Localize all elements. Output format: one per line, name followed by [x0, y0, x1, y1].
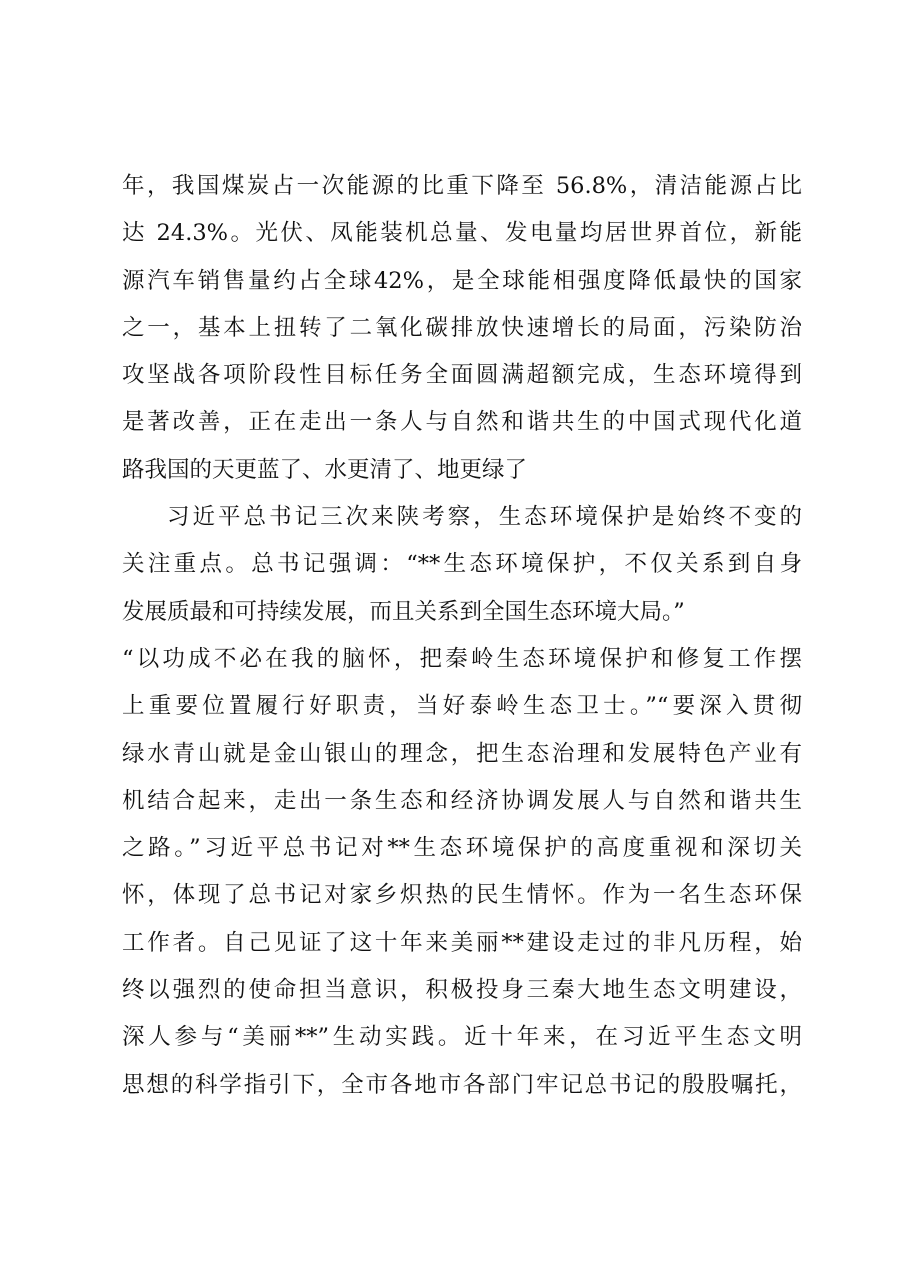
paragraph-line: 源汽车销售量约占全球42%，是全球能相强度降低最快的国家 — [122, 267, 802, 294]
paragraph-2 — [122, 494, 802, 1109]
paragraph-line: 工作者。自己见证了这十年来美丽**建设走过的非凡历程，始 — [122, 929, 802, 956]
paragraph-line: 达 24.3%。光伏、凤能装机总量、发电量均居世界首位，新能 — [122, 220, 802, 247]
paragraph-line: 机结合起来，走出一条生态和经济协调发展人与自然和谐共生 — [122, 787, 802, 814]
paragraph-line: 攻坚战各项阶段性目标任务全面圆满超额完成，生态环境得到 — [122, 362, 802, 389]
paragraph-line: 之路。”习近平总书记对**生态环境保护的高度重视和深切关 — [122, 835, 802, 862]
paragraph-1 — [122, 163, 802, 494]
paragraph-line: 上重要位置履行好职责，当好泰岭生态卫士。”“要深入贯彻 — [122, 693, 802, 720]
paragraph-line: 终以强烈的使命担当意识，积极投身三秦大地生态文明建设， — [122, 977, 802, 1004]
paragraph-line: 路我国的天更蓝了、水更清了、地更绿了 — [122, 456, 528, 483]
paragraph-line: 是著改善，正在走出一条人与自然和谐共生的中国式现代化道 — [122, 409, 802, 436]
paragraph-line: 怀，体现了总书记对家乡炽热的民生情怀。作为一名生态环保 — [122, 882, 802, 909]
paragraph-line: 之一，基本上扭转了二氧化碳排放快速增长的局面，污染防治 — [122, 314, 802, 341]
paragraph-line: 关注重点。总书记强调：“**生态环境保护，不仅关系到自身 — [122, 551, 802, 578]
paragraph-line: 绿水青山就是金山银山的理念，把生态治理和发展特色产业有 — [122, 740, 802, 767]
paragraph-line: “以功成不必在我的脑怀，把秦岭生态环境保护和修复工作摆 — [122, 645, 802, 672]
document-body — [122, 163, 802, 1109]
paragraph-line: 发展质最和可持续发展，而且关系到全国生态环境大局。” — [122, 598, 685, 625]
paragraph-line: 习近平总书记三次来陕考察，生态环境保护是始终不变的 — [167, 504, 802, 531]
paragraph-line: 思想的科学指引下，全市各地市各部门牢记总书记的殷股嘱托， — [122, 1071, 802, 1098]
paragraph-line: 年，我国煤炭占一次能源的比重下降至 56.8%，清洁能源占比 — [122, 173, 802, 199]
paragraph-line: 深人参与“美丽**”生动实践。近十年来，在习近平生态文明 — [122, 1024, 802, 1051]
